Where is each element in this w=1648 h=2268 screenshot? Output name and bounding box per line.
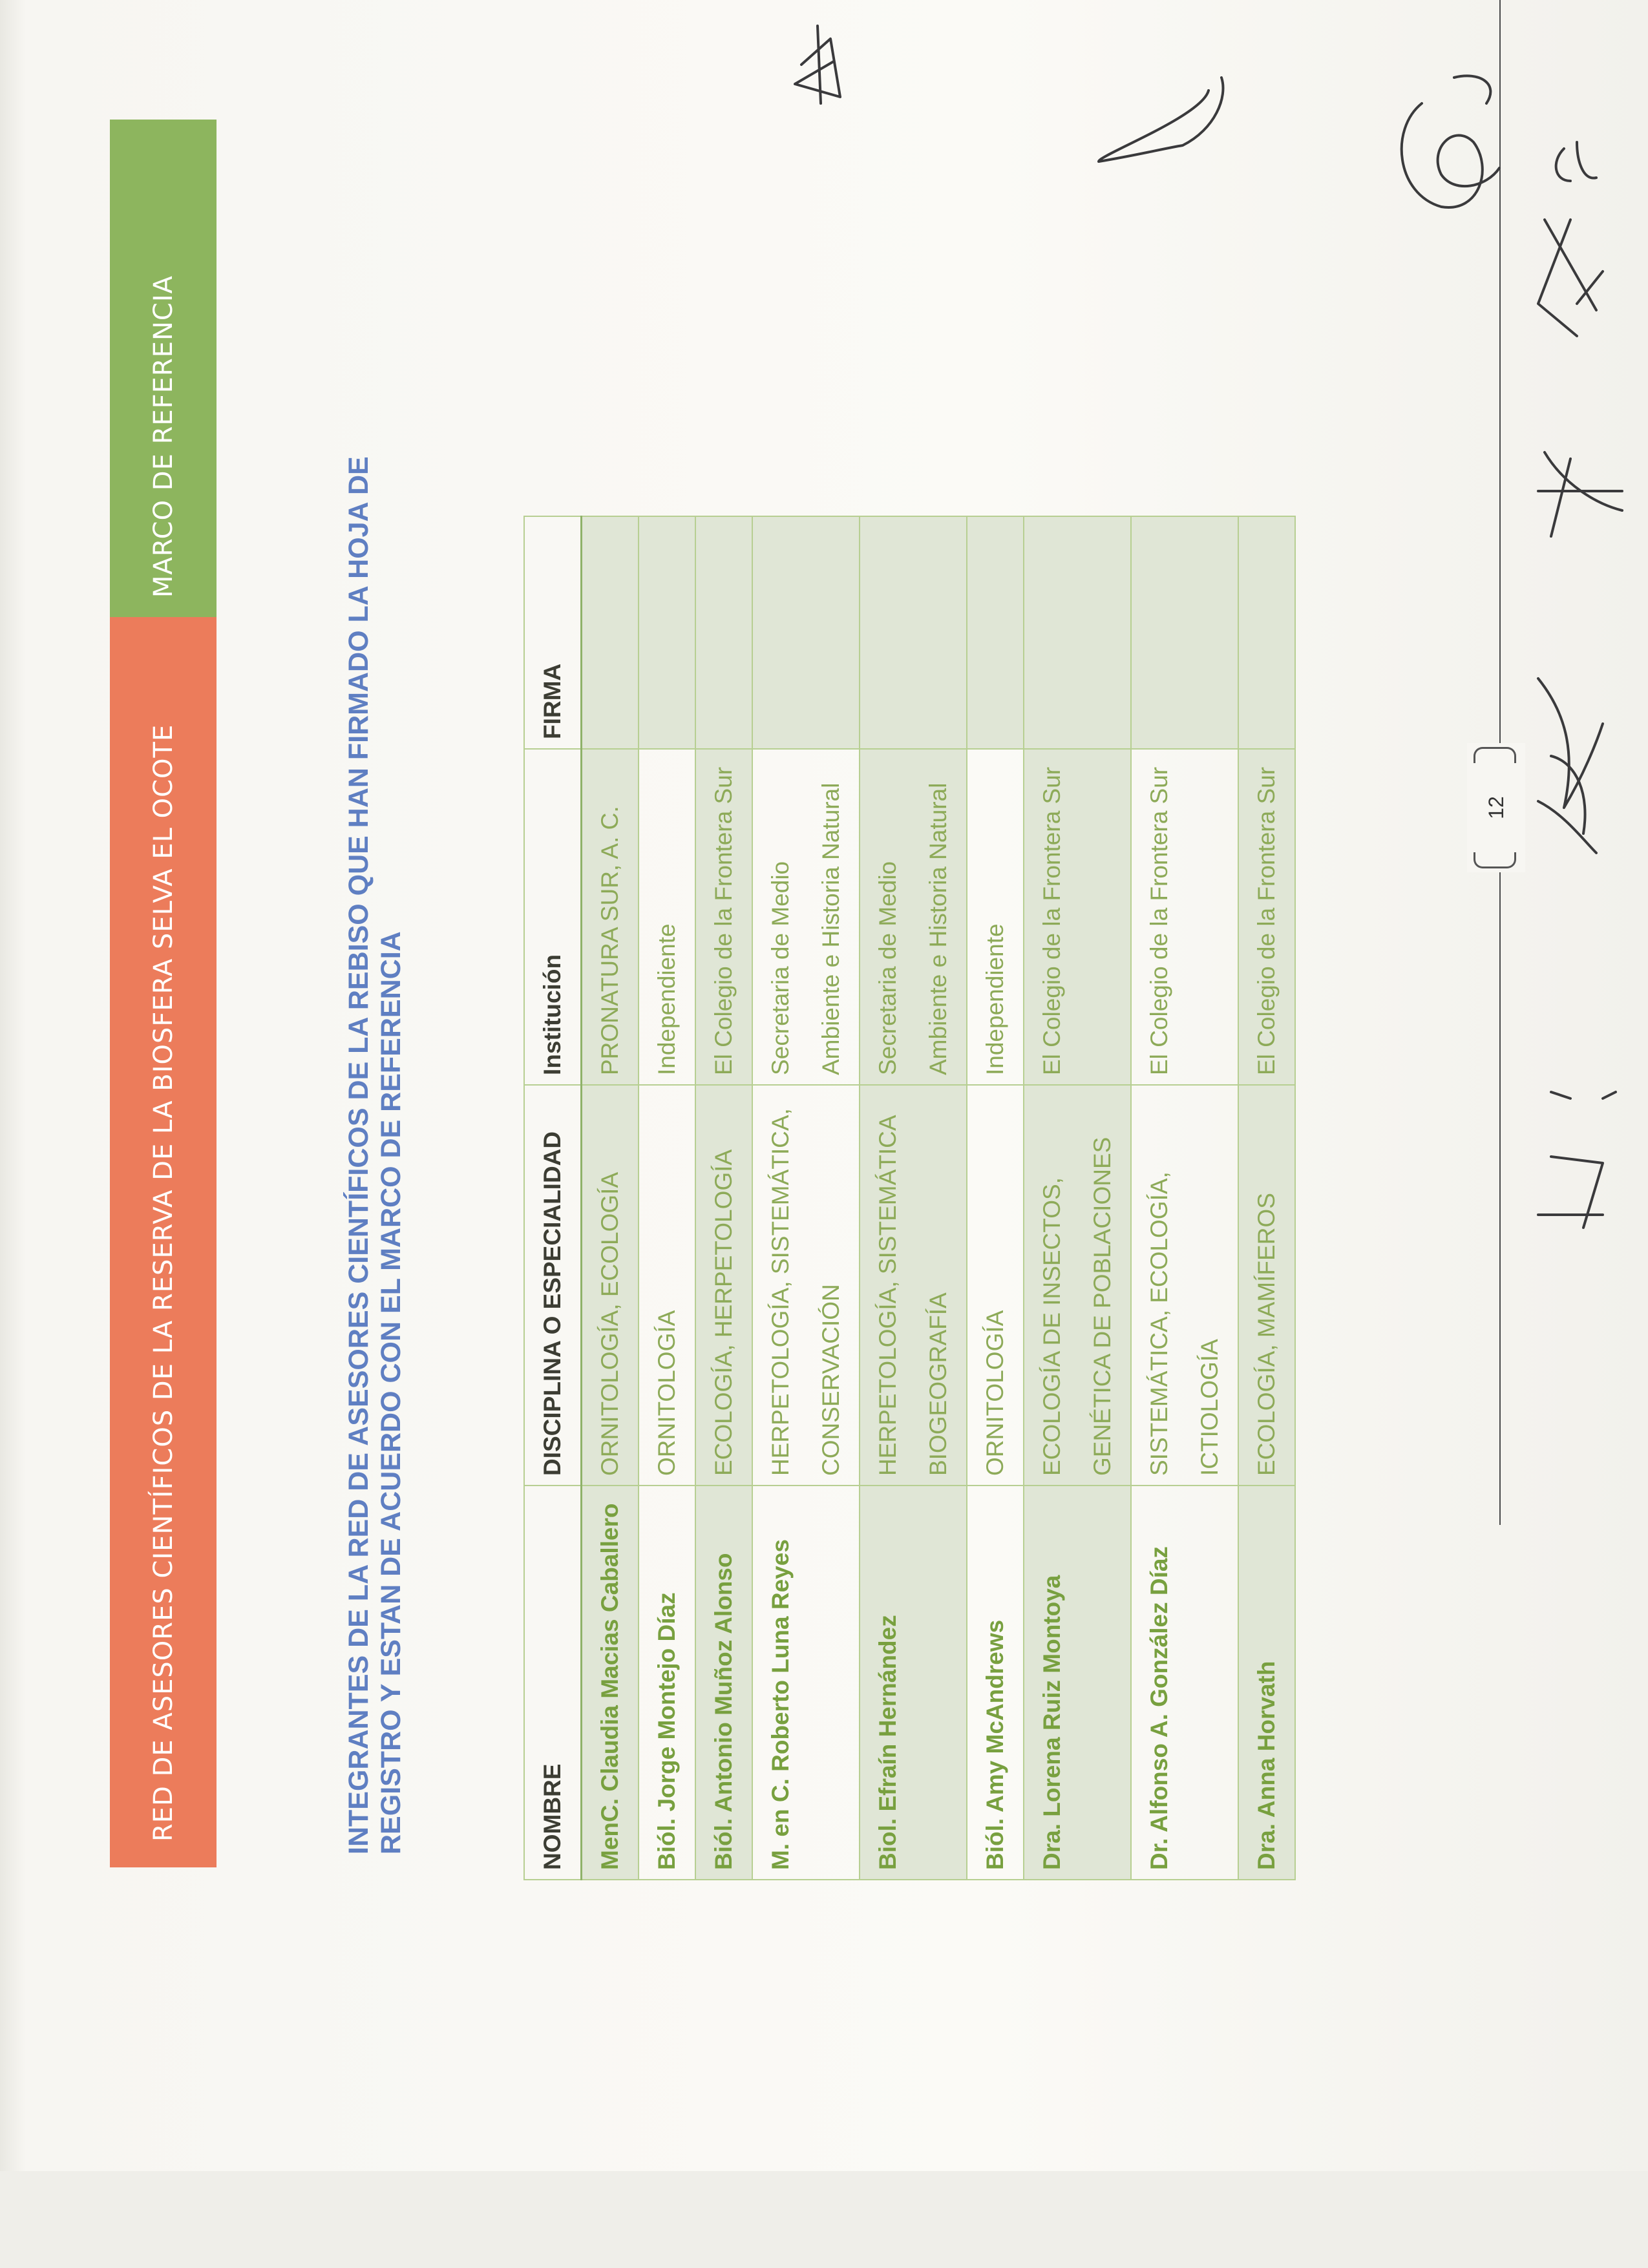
- signature-mark: [1551, 1092, 1616, 1098]
- member-institution: El Colegio de la Frontera Sur: [1238, 749, 1295, 1085]
- member-discipline: ECOLOGÍA, MAMÍFEROS: [1238, 1085, 1295, 1486]
- member-name: Biól. Antonio Muñoz Alonso: [695, 1486, 752, 1880]
- column-header-institution: Institución: [524, 749, 582, 1085]
- member-institution: El Colegio de la Frontera Sur: [695, 749, 752, 1085]
- page-number: 12: [1467, 743, 1525, 872]
- column-header-signature: FIRMA: [524, 516, 582, 749]
- member-institution: Independiente: [639, 749, 695, 1085]
- signature-mark: [795, 26, 840, 103]
- column-header-name: NOMBRE: [524, 1486, 582, 1880]
- signature-mark: [1099, 78, 1223, 162]
- header-band-framework-text: MARCO DE REFERENCIA: [148, 275, 178, 598]
- member-name: MenC. Claudia Macias Caballero: [582, 1486, 639, 1880]
- heading-line-1: INTEGRANTES DE LA RED DE ASESORES CIENTÍFICOS DE LA REBISO QUE HAN FIRMADO LA HOJA DE: [343, 456, 374, 1854]
- member-discipline: ORNITOLOGÍA, ECOLOGÍA: [582, 1085, 639, 1486]
- column-header-discipline: DISCIPLINA O ESPECIALIDAD: [524, 1085, 582, 1486]
- signature-mark: [1538, 452, 1622, 536]
- member-discipline: ORNITOLOGÍA: [639, 1085, 695, 1486]
- member-institution: El Colegio de la Frontera Sur: [1024, 749, 1131, 1085]
- signature-mark: [1538, 678, 1603, 853]
- member-name: Dr. Alfonso A. González Díaz: [1131, 1486, 1238, 1880]
- header-band-reserve-text: RED DE ASESORES CIENTÍFICOS DE LA RESERVA DE LA BIOSFERA SELVA EL OCOTE: [148, 724, 178, 1842]
- member-discipline: SISTEMÁTICA, ECOLOGÍA, ICTIOLOGÍA: [1131, 1085, 1238, 1486]
- member-name: Dra. Lorena Ruiz Montoya: [1024, 1486, 1131, 1880]
- member-institution: Secretaria de Medio Ambiente e Historia Natural: [752, 749, 860, 1085]
- signature-mark: [1556, 142, 1596, 181]
- member-name: Biól. Amy McAndrews: [967, 1486, 1024, 1880]
- signature-mark: [1402, 76, 1499, 207]
- member-discipline: ECOLOGÍA, HERPETOLOGÍA: [695, 1085, 752, 1486]
- signature-mark: [1538, 1157, 1603, 1228]
- member-discipline: HERPETOLOGÍA, SISTEMÁTICA, CONSERVACIÓN: [752, 1085, 860, 1486]
- member-name: Biol. Efraín Hernández: [860, 1486, 967, 1880]
- member-name: Biól. Jorge Montejo Díaz: [639, 1486, 695, 1880]
- member-discipline: ECOLOGÍA DE INSECTOS, GENÉTICA DE POBLACIONES: [1024, 1085, 1131, 1486]
- member-discipline: HERPETOLOGÍA, SISTEMÁTICA BIOGEOGRAFÍA: [860, 1085, 967, 1486]
- member-name: M. en C. Roberto Luna Reyes: [752, 1486, 860, 1880]
- heading-line-2: REGISTRO Y ESTAN DE ACUERDO CON EL MARCO DE REFERENCIA: [375, 931, 407, 1854]
- member-institution: Secretaria de Medio Ambiente e Historia Natural: [860, 749, 967, 1085]
- member-institution: El Colegio de la Frontera Sur: [1131, 749, 1238, 1085]
- member-name: Dra. Anna Horvath: [1238, 1486, 1295, 1880]
- member-institution: Independiente: [967, 749, 1024, 1085]
- member-discipline: ORNITOLOGÍA: [967, 1085, 1024, 1486]
- member-institution: PRONATURA SUR, A. C.: [582, 749, 639, 1085]
- signature-mark: [1538, 220, 1603, 336]
